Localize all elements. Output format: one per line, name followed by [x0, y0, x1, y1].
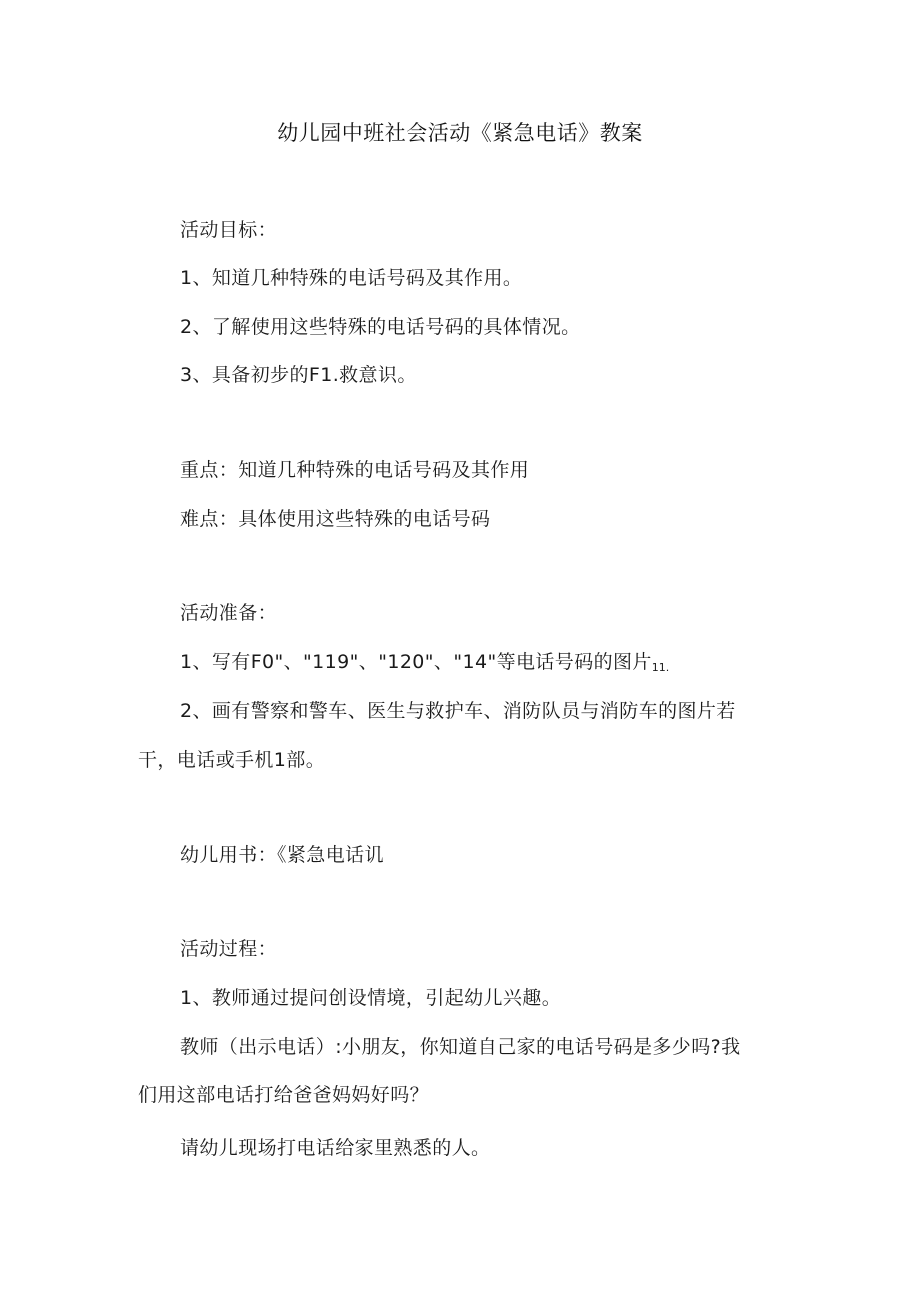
- goal-item-1: 1、知道几种特殊的电话号码及其作用。: [180, 267, 523, 289]
- key-point: 重点：知道几种特殊的电话号码及其作用: [180, 459, 530, 481]
- goal-item-2: 2、了解使用这些特殊的电话号码的具体情况。: [180, 316, 581, 338]
- difficulty: 难点：具体使用这些特殊的电话号码: [180, 508, 491, 530]
- children-book: 幼儿用书：《紧急电话讥: [180, 844, 384, 866]
- prep-item-1-tail: 11.: [651, 661, 670, 674]
- activity-line: 请幼儿现场打电话给家里熟悉的人。: [180, 1137, 491, 1159]
- process-heading: 活动过程：: [180, 938, 278, 960]
- teacher-line-1: 教师（出示电话）:小朋友，你知道自己家的电话号码是多少吗?我: [180, 1036, 741, 1058]
- goals-heading: 活动目标：: [180, 219, 278, 241]
- prep-heading: 活动准备：: [180, 602, 278, 624]
- prep-item-1-text: 1、写有F0"、"119"、"120"、"14"等电话号码的图片: [180, 651, 652, 673]
- prep-item-1: [180, 647, 669, 674]
- goal-item-3: 3、具备初步的F1.救意识。: [180, 364, 417, 386]
- prep-item-2-line-2: 干，电话或手机1部。: [138, 749, 326, 771]
- page-title: 幼儿园中班社会活动《紧急电话》教案: [277, 121, 643, 145]
- teacher-line-2: 们用这部电话打给爸爸妈妈好吗？: [138, 1084, 430, 1106]
- prep-item-2-line-1: 2、画有警察和警车、医生与救护车、消防队员与消防车的图片若: [180, 700, 736, 722]
- process-step-1: 1、教师通过提问创设情境，引起幼儿兴趣。: [180, 987, 562, 1009]
